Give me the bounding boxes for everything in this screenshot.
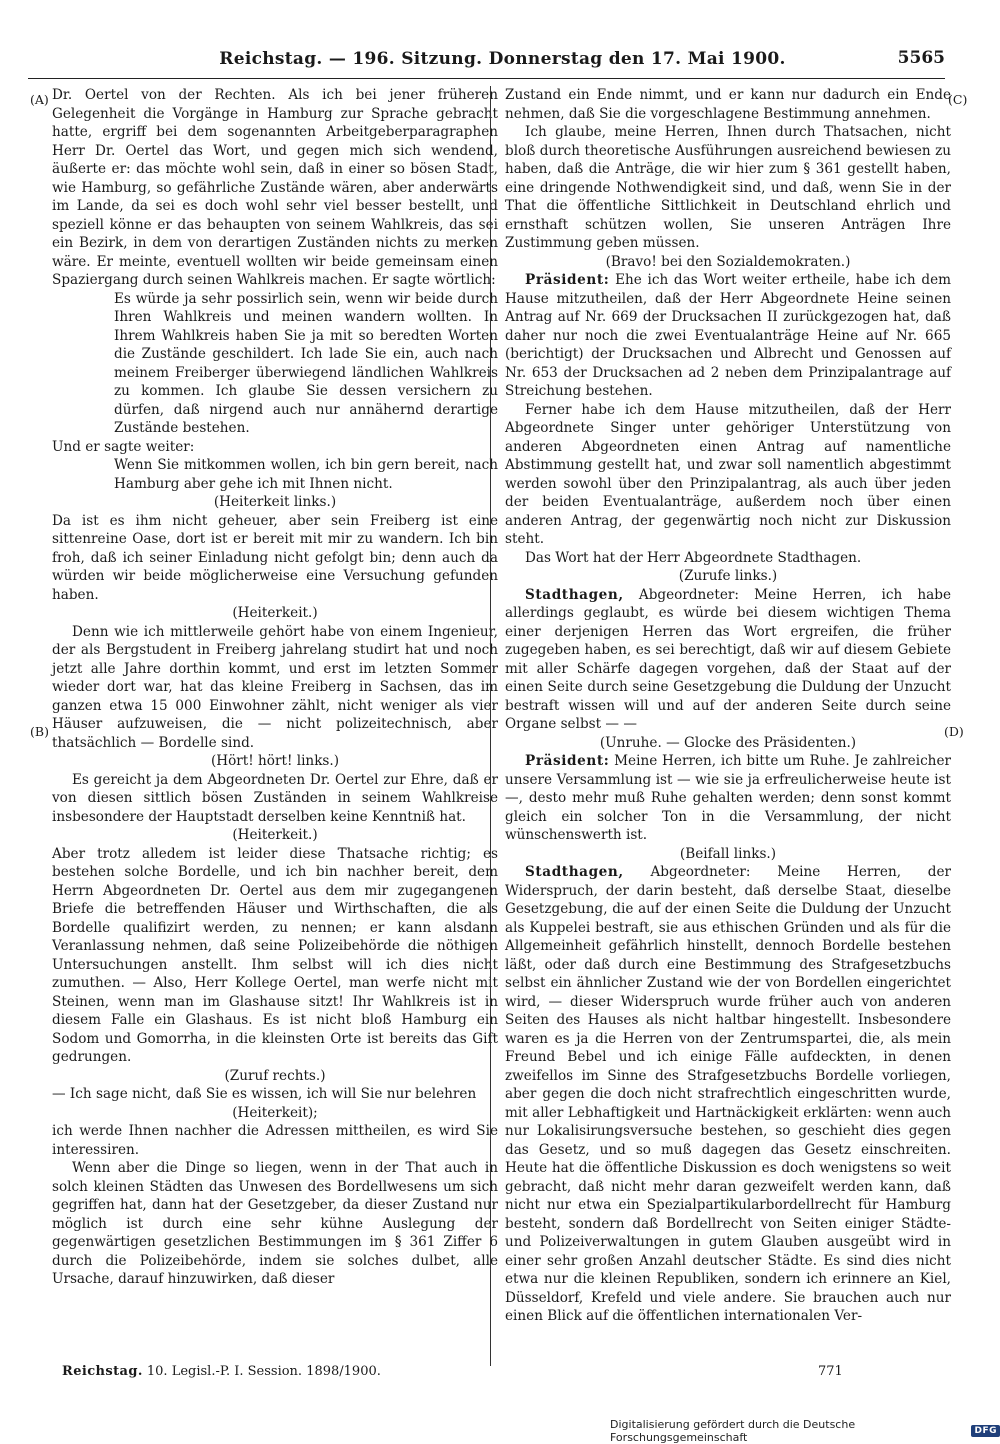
paragraph: ich werde Ihnen nachher die Adressen mittheilen, es wird Sie interessiren. [52, 1123, 498, 1158]
speech-paragraph [505, 271, 951, 401]
paragraph: Das Wort hat der Herr Abgeordnete Stadthagen. [525, 549, 862, 566]
page-header [60, 44, 945, 74]
interjection: (Heiterkeit.) [232, 605, 318, 621]
interjection: (Bravo! bei den Sozialdemokraten.) [605, 253, 851, 270]
speech-paragraph [505, 586, 951, 734]
quotation: Es würde ja sehr possirlich sein, wenn wir beide durch Ihren Wahlkreis und meinen wandern wollten. In Ihrem Wahlkreis haben Sie ja mit so beredten Worten die Zustände geschildert. Ich lade Sie ein, auch nach meinem Freiberger überwiegend ländlichen Wahlkreis zu kommen. Ich glaube Sie dessen versichern zu dürfen, daß nirgend auch nur annähernd derartige Zustände bestehen. [114, 290, 498, 436]
paragraph: Und er sagte weiter: [52, 438, 195, 455]
paragraph: Wenn aber die Dinge so liegen, wenn in der That auch in solch kleinen Städten das Unwesen des Bordellwesens um sich gegriffen hat, dann hat der Gesetzgeber, da dieser Zustand nur möglich ist durch eine sehr kühne Auslegung der gegenwärtigen gesetzlichen Bestimmungen im § 361 Ziffer 6 durch die Polizeibehörde, indem sie solches dulbet, alle Ursache, darauf hinzuwirken, daß dieser [52, 1160, 498, 1287]
interjection: (Zuruf rechts.) [224, 1067, 326, 1084]
quotation: Wenn Sie mitkommen wollen, ich bin gern bereit, nach Hamburg aber gehe ich mit Ihnen nicht. [114, 457, 498, 492]
footer-session-info [62, 1364, 381, 1379]
paragraph: Es gereicht ja dem Abgeordneten Dr. Oertel zur Ehre, daß er von diesen sittlich bösen Zuständen in seinem Wahlkreise insbesondere der Hauptstadt derselben keine Kenntniß hat. [52, 771, 498, 825]
speech-paragraph [505, 752, 951, 845]
margin-marker-a: (A) [30, 92, 49, 107]
left-column [52, 86, 498, 1289]
paragraph: Aber trotz alledem ist leider diese Thatsache richtig; es bestehen solche Bordelle, und ich bin nachher bereit, dem Herrn Abgeordneten Dr. Oertel aus dem mir zugegangenen Briefe die betreffenden Häuser und Wirthschaften, die als Bordelle qualifizirt werden, zu nennen; er kann alsdann Veranlassung nehmen, daß seine Polizeibehörde die nöthigen Untersuchungen anstellt. Ihm selbst will ich dies nicht zumuthen. — Also, Herr Kollege Oertel, man werfe nicht mit Steinen, wenn man im Glashause sitzt! Ihr Wahlkreis ist in diesem Falle ein Glashaus. Es ist nicht bloß Hamburg ein Sodom und Gomorrha, in die kleinsten Orte ist bereits das Gift gedrungen. [52, 845, 498, 1065]
paragraph: Ich glaube, meine Herren, Ihnen durch Thatsachen, nicht bloß durch theoretische Ausführungen ausreichend bewiesen zu haben, daß die Anträge, die wir hier zum § 361 gestellt haben, eine dringende Nothwendigkeit sind, und daß, wenn Sie in der That die öffentliche Sittlichkeit in Deutschland ehrlich und ernsthaft schützen wollen, Sie unseren Anträgen Ihre Zustimmung geben müssen. [505, 124, 951, 251]
interjection: (Heiterkeit links.) [213, 494, 337, 510]
page-number: 5565 [897, 48, 945, 68]
interjection: (Heiterkeit); [232, 1104, 318, 1121]
interjection: (Beifall links.) [679, 845, 777, 862]
speaker-name: Stadthagen, [525, 864, 624, 880]
paragraph: Denn wie ich mittlerweile gehört habe von einem Ingenieur, der als Bergstudent in Freiberg jahrelang studirt hat und noch jetzt alle Jahre dorthin kommt, und erst im letzten Sommer wieder dort war, hat das kleine Freiberg in Sachsen, das im ganzen etwa 15 000 Einwohner zählt, nicht weniger als vier Häuser aufzuweisen, die — nicht polizeitechnisch, aber thatsächlich — Bordelle sind. [52, 623, 498, 751]
dfg-logo-icon: DFG [971, 1425, 1000, 1437]
header-title: Reichstag. — 196. Sitzung. Donnerstag den 17. Mai 1900. [219, 49, 786, 69]
paragraph: Ferner habe ich dem Hause mitzutheilen, daß der Herr Abgeordnete Singer unter gehöriger Unterstützung von anderen Abgeordneten einen Antrag auf namentliche Abstimmung gestellt hat, und zwar soll namentlich abgestimmt werden sowohl über den Prinzipalantrag, als auch über jeden der beiden Eventualanträge, außerdem noch über einen anderen Antrag, der gegenwärtig noch nicht zur Diskussion steht. [505, 401, 951, 547]
speaker-name: Präsident: [525, 272, 610, 288]
paragraph: Zustand ein Ende nimmt, und er kann nur dadurch ein Ende nehmen, daß Sie die vorgeschlagene Bestimmung annehmen. [505, 87, 951, 122]
paragraph: — Ich sage nicht, daß Sie es wissen, ich will Sie nur belehren [52, 1086, 477, 1102]
speaker-name: Präsident: [525, 753, 610, 769]
footer-sheet-number: 771 [818, 1364, 843, 1379]
paragraph: Da ist es ihm nicht geheuer, aber sein Freiberg ist eine sittenreine Oase, dort ist er bereit mit mir zu wandern. Ich bin froh, daß ich seiner Einladung nicht gefolgt bin; denn auch da würden wir beide möglicherweise eine Versuchung gefunden haben. [52, 512, 498, 603]
interjection: (Heiterkeit.) [232, 827, 318, 843]
right-column [505, 86, 951, 1326]
footer-bold-label: Reichstag. [62, 1364, 143, 1379]
footer-session-text: 10. Legisl.-P. I. Session. 1898/1900. [146, 1364, 381, 1379]
speaker-name: Stadthagen, [525, 586, 624, 603]
credit-text: Digitalisierung gefördert durch die Deutsche Forschungsgemeinschaft [610, 1418, 856, 1444]
speech-text: Meine Herren, ich bitte um Ruhe. Je zahlreicher unsere Versammlung ist — wie sie ja erfreulicherweise heute ist —, desto mehr muß Ruhe gehalten werden; denn sonst kommt gleich ein solcher Ton in die Versammlung, der nicht wünschenswerth ist. [505, 753, 951, 843]
interjection: (Unruhe. — Glocke des Präsidenten.) [599, 734, 857, 751]
column-divider [490, 86, 491, 1366]
margin-marker-c: (C) [948, 92, 968, 107]
margin-marker-d: (D) [944, 724, 964, 739]
header-rule [28, 78, 945, 79]
digitization-credit [610, 1418, 1000, 1444]
paragraph: Dr. Oertel von der Rechten. Als ich bei jener früheren Gelegenheit die Vorgänge in Hamburg zur Sprache gebracht hatte, ergriff bei dem sogenannten Arbeitgeberparagraphen Herr Dr. Oertel das Wort, und gegen mich sich wendend, äußerte er: das möchte wohl sein, daß in einer so bösen Stadt, wie Hamburg, so gefährliche Zustände wären, aber anderwärts im Lande, da sei es doch wohl sehr viel besser bestellt, und speziell könne er das behaupten von seinem Wahlkreis, das sei ein Bezirk, in dem von derartigen Zuständen nichts zu merken wäre. Er meinte, eventuell wollten wir beide gemeinsam einen Spaziergang durch seinen Wahlkreis machen. Er sagte wörtlich: [52, 87, 498, 288]
speech-text: Abgeordneter: Meine Herren, ich habe allerdings geglaubt, es würde bei diesem wichtigen Thema einer derjenigen Herren das Wort ergreifen, die früher zugegeben haben, es sei berechtigt, daß wir auf diesem Gebiete mit aller Schärfe dagegen vorgehen, daß der Staat auf der einen Seite durch seine Gesetzgebung die Duldung der Unzucht bestraft wissen will und auf der anderen Seite durch seine Organe selbst — — [505, 586, 951, 732]
speech-text: Ehe ich das Wort weiter ertheile, habe ich dem Hause mitzutheilen, daß der Herr Abgeordnete Heine seinen Antrag auf Nr. 669 der Drucksachen II zurückgezogen hat, daß daher nur noch die zwei Eventualanträge Heine auf Nr. 665 (berichtigt) der Drucksachen und Albrecht und Genossen auf Nr. 653 der Drucksachen ad 2 neben dem Prinzipalantrage auf Streichung bestehen. [505, 272, 952, 399]
margin-marker-b: (B) [30, 724, 49, 739]
speech-paragraph [505, 863, 951, 1326]
interjection: (Zurufe links.) [678, 568, 778, 584]
interjection: (Hört! hört! links.) [210, 753, 340, 769]
speech-text: Abgeordneter: Meine Herren, der Widerspruch, der darin besteht, daß derselbe Staat, dieselbe Gesetzgebung, die auf der einen Seite die Duldung der Unzucht als Kuppelei bestraft, sie aus ethischen Gründen und als für die Allgemeinheit gefährlich hinstellt, dennoch Bordelle bestehen läßt, oder daß durch eine Bestimmung des Strafgesetzbuchs selbst ein ähnlicher Zustand wie der von Bordellen eingerichtet wird, — dieser Widerspruch wurde früher auch von anderen Seiten des Hauses als nicht haltbar hingestellt. Insbesondere waren es ja die Herren von der Zentrumspartei, die, als mein Freund Bebel und ich einige Fälle aufdeckten, in denen zweifellos im Sinne des Strafgesetzbuchs Bordelle vorliegen, aber gegen die doch nicht strafrechtlich eingeschritten wurde, mit aller Lebhaftigkeit und Hartnäckigkeit erklärten: wenn auch nur Lokalisirungsversuche bestehen, so geschieht dies gegen das Gesetz, und so muß dagegen das Gesetz einschreiten. Heute hat die öffentliche Diskussion es doch wenigstens so weit gebracht, daß nicht mehr daran gezweifelt werden kann, daß nicht nur etwa ein Spezialpartikularbordellrecht für Hamburg besteht, sondern daß Bordellrecht von Seiten einiger Städte- und Polizeiverwaltungen in gutem Glauben ausgeübt wird in einer sehr großen Anzahl deutscher Städte. Es sind dies nicht etwa nur die kleinen Republiken, sondern ich erinnere an Kiel, Düsseldorf, Krefeld und viele andere. Sie brauchen auch nur einen Blick auf die öffentlichen internationalen Ver- [505, 864, 951, 1324]
